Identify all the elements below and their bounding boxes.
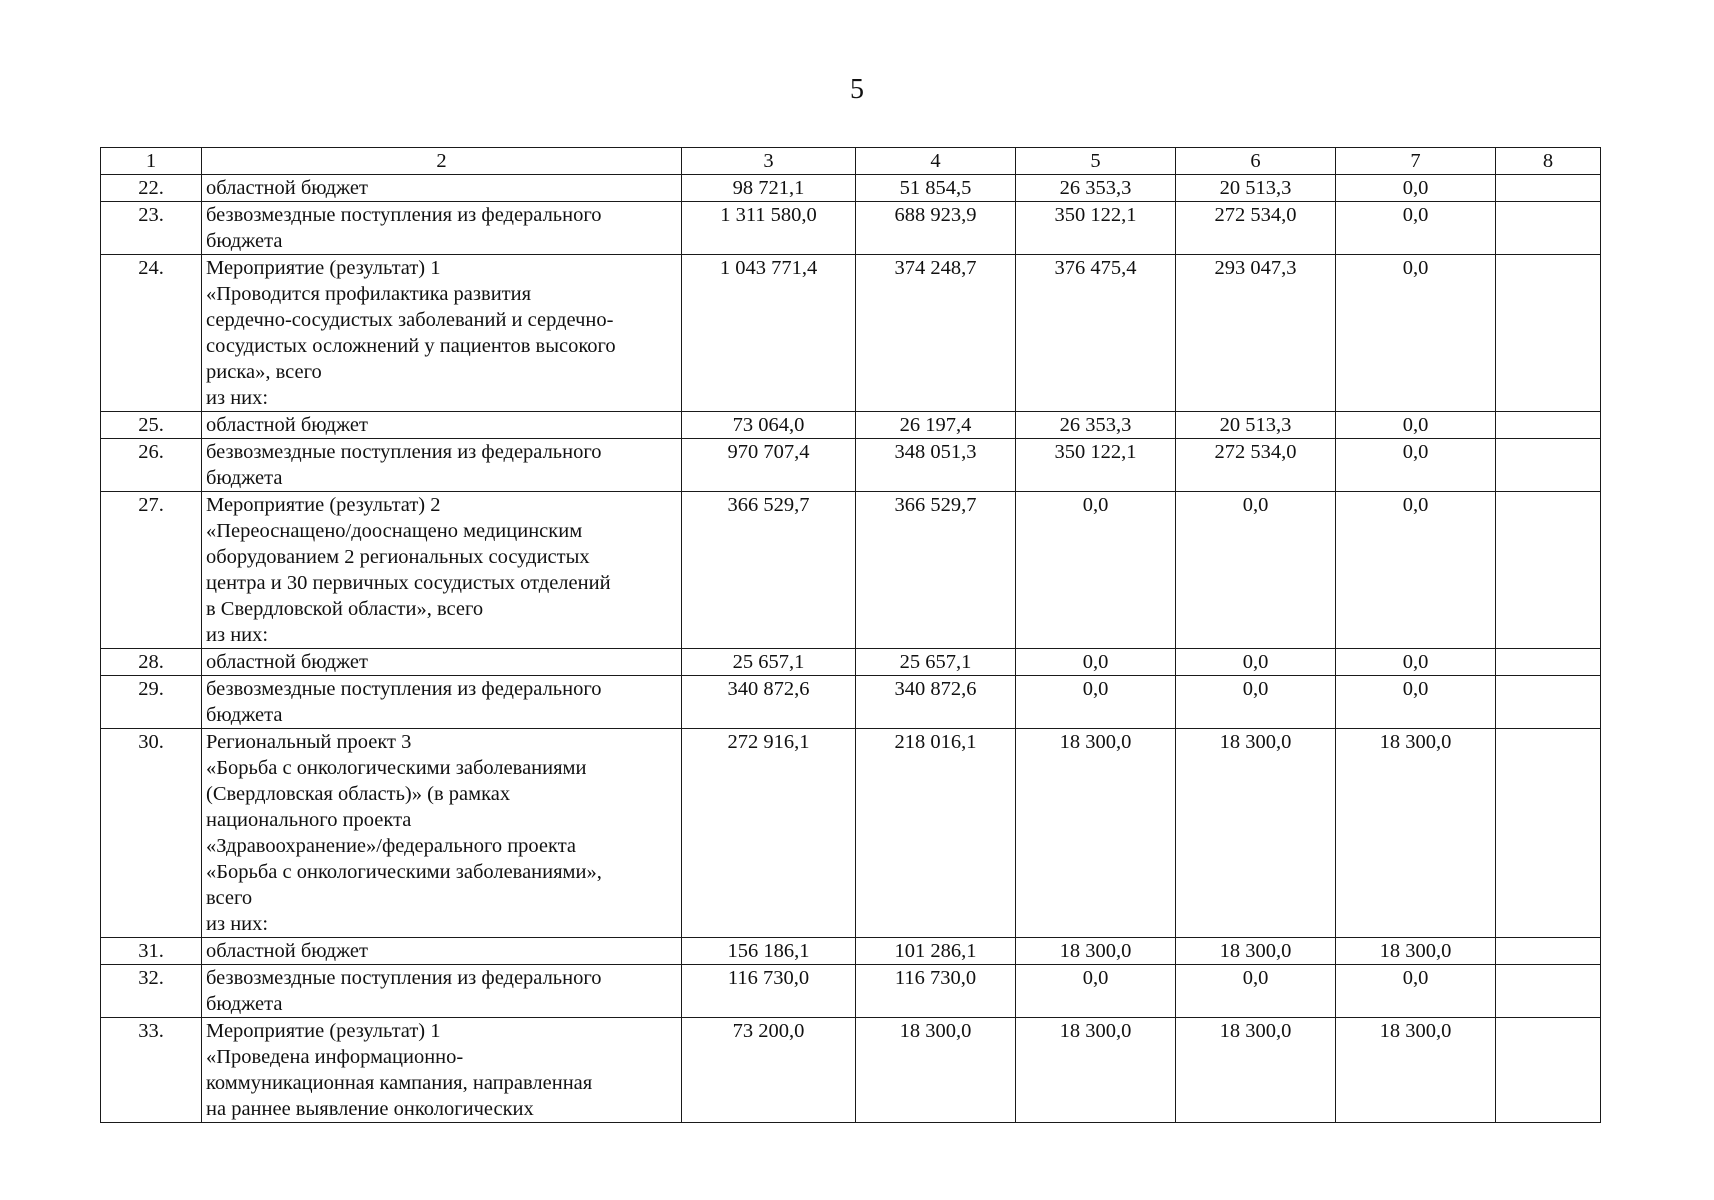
value-cell-c6: 18 300,0 (1176, 729, 1336, 938)
value-cell-c7: 0,0 (1336, 255, 1496, 412)
row-number: 33. (101, 1018, 202, 1123)
value-cell-c8 (1496, 729, 1601, 938)
value-cell-c4: 18 300,0 (856, 1018, 1016, 1123)
value-cell-c4: 366 529,7 (856, 492, 1016, 649)
value-cell-c7: 0,0 (1336, 439, 1496, 492)
table-row (101, 729, 1601, 938)
value-cell-c4: 51 854,5 (856, 175, 1016, 202)
row-number: 22. (101, 175, 202, 202)
value-cell-c4: 218 016,1 (856, 729, 1016, 938)
table-row (101, 412, 1601, 439)
table-row (101, 1018, 1601, 1123)
value-cell-c8 (1496, 202, 1601, 255)
row-description: безвозмездные поступления из федерального бюджета (202, 439, 682, 492)
column-header-6: 6 (1176, 148, 1336, 175)
row-number: 25. (101, 412, 202, 439)
value-cell-c3: 1 043 771,4 (682, 255, 856, 412)
table-row (101, 255, 1601, 412)
value-cell-c6: 293 047,3 (1176, 255, 1336, 412)
column-header-4: 4 (856, 148, 1016, 175)
column-header-1: 1 (101, 148, 202, 175)
row-number: 26. (101, 439, 202, 492)
value-cell-c6: 18 300,0 (1176, 1018, 1336, 1123)
value-cell-c7: 0,0 (1336, 676, 1496, 729)
table-row (101, 439, 1601, 492)
value-cell-c3: 98 721,1 (682, 175, 856, 202)
value-cell-c4: 348 051,3 (856, 439, 1016, 492)
value-cell-c5: 0,0 (1016, 649, 1176, 676)
row-description: областной бюджет (202, 175, 682, 202)
column-header-7: 7 (1336, 148, 1496, 175)
row-description: безвозмездные поступления из федерального бюджета (202, 965, 682, 1018)
row-description: областной бюджет (202, 649, 682, 676)
column-header-8: 8 (1496, 148, 1601, 175)
value-cell-c6: 272 534,0 (1176, 202, 1336, 255)
row-number: 29. (101, 676, 202, 729)
value-cell-c3: 1 311 580,0 (682, 202, 856, 255)
row-number: 27. (101, 492, 202, 649)
table-body (101, 175, 1601, 1123)
value-cell-c4: 25 657,1 (856, 649, 1016, 676)
value-cell-c4: 340 872,6 (856, 676, 1016, 729)
value-cell-c3: 25 657,1 (682, 649, 856, 676)
column-header-2: 2 (202, 148, 682, 175)
value-cell-c8 (1496, 439, 1601, 492)
value-cell-c3: 366 529,7 (682, 492, 856, 649)
row-description: областной бюджет (202, 412, 682, 439)
row-description: Мероприятие (результат) 2 «Переоснащено/дооснащено медицинским оборудованием 2 региональных сосудистых центра и 30 первичных сосудистых отделений в Свердловской области», всего из них: (202, 492, 682, 649)
column-header-5: 5 (1016, 148, 1176, 175)
table-row (101, 965, 1601, 1018)
value-cell-c7: 0,0 (1336, 965, 1496, 1018)
value-cell-c6: 0,0 (1176, 676, 1336, 729)
value-cell-c5: 18 300,0 (1016, 729, 1176, 938)
row-description: Мероприятие (результат) 1 «Проведена информационно- коммуникационная кампания, направленная на раннее выявление онкологических (202, 1018, 682, 1123)
row-number: 31. (101, 938, 202, 965)
value-cell-c8 (1496, 255, 1601, 412)
value-cell-c6: 18 300,0 (1176, 938, 1336, 965)
row-number: 28. (101, 649, 202, 676)
value-cell-c8 (1496, 676, 1601, 729)
value-cell-c3: 156 186,1 (682, 938, 856, 965)
value-cell-c7: 0,0 (1336, 412, 1496, 439)
value-cell-c7: 0,0 (1336, 202, 1496, 255)
value-cell-c5: 376 475,4 (1016, 255, 1176, 412)
value-cell-c7: 0,0 (1336, 649, 1496, 676)
value-cell-c4: 688 923,9 (856, 202, 1016, 255)
value-cell-c5: 18 300,0 (1016, 1018, 1176, 1123)
value-cell-c3: 73 064,0 (682, 412, 856, 439)
value-cell-c4: 116 730,0 (856, 965, 1016, 1018)
table-row (101, 492, 1601, 649)
value-cell-c8 (1496, 175, 1601, 202)
column-header-3: 3 (682, 148, 856, 175)
value-cell-c3: 272 916,1 (682, 729, 856, 938)
value-cell-c5: 350 122,1 (1016, 439, 1176, 492)
value-cell-c5: 26 353,3 (1016, 175, 1176, 202)
row-number: 24. (101, 255, 202, 412)
value-cell-c7: 0,0 (1336, 175, 1496, 202)
row-description: Мероприятие (результат) 1 «Проводится профилактика развития сердечно-сосудистых заболеваний и сердечно- сосудистых осложнений у пациентов высокого риска», всего из них: (202, 255, 682, 412)
row-description: Региональный проект 3 «Борьба с онкологическими заболеваниями (Свердловская область)» (в рамках национального проекта «Здравоохранение»/федерального проекта «Борьба с онкологическими заболеваниями», всего из них: (202, 729, 682, 938)
value-cell-c4: 374 248,7 (856, 255, 1016, 412)
value-cell-c7: 18 300,0 (1336, 938, 1496, 965)
row-number: 23. (101, 202, 202, 255)
value-cell-c7: 18 300,0 (1336, 729, 1496, 938)
value-cell-c3: 73 200,0 (682, 1018, 856, 1123)
row-number: 30. (101, 729, 202, 938)
value-cell-c8 (1496, 965, 1601, 1018)
value-cell-c3: 970 707,4 (682, 439, 856, 492)
value-cell-c6: 0,0 (1176, 492, 1336, 649)
value-cell-c8 (1496, 938, 1601, 965)
value-cell-c6: 20 513,3 (1176, 175, 1336, 202)
value-cell-c3: 340 872,6 (682, 676, 856, 729)
table-row (101, 202, 1601, 255)
value-cell-c6: 0,0 (1176, 649, 1336, 676)
budget-table (100, 147, 1601, 1123)
value-cell-c8 (1496, 1018, 1601, 1123)
value-cell-c6: 0,0 (1176, 965, 1336, 1018)
value-cell-c5: 350 122,1 (1016, 202, 1176, 255)
value-cell-c6: 272 534,0 (1176, 439, 1336, 492)
value-cell-c3: 116 730,0 (682, 965, 856, 1018)
value-cell-c7: 18 300,0 (1336, 1018, 1496, 1123)
value-cell-c8 (1496, 412, 1601, 439)
value-cell-c4: 101 286,1 (856, 938, 1016, 965)
value-cell-c5: 18 300,0 (1016, 938, 1176, 965)
row-description: областной бюджет (202, 938, 682, 965)
value-cell-c5: 0,0 (1016, 492, 1176, 649)
table-row (101, 676, 1601, 729)
value-cell-c5: 0,0 (1016, 676, 1176, 729)
value-cell-c5: 0,0 (1016, 965, 1176, 1018)
value-cell-c4: 26 197,4 (856, 412, 1016, 439)
page-number: 5 (850, 74, 864, 105)
header-row (101, 148, 1601, 175)
value-cell-c8 (1496, 492, 1601, 649)
value-cell-c5: 26 353,3 (1016, 412, 1176, 439)
table-row (101, 175, 1601, 202)
value-cell-c6: 20 513,3 (1176, 412, 1336, 439)
value-cell-c8 (1496, 649, 1601, 676)
value-cell-c7: 0,0 (1336, 492, 1496, 649)
row-number: 32. (101, 965, 202, 1018)
row-description: безвозмездные поступления из федерального бюджета (202, 202, 682, 255)
row-description: безвозмездные поступления из федерального бюджета (202, 676, 682, 729)
table-row (101, 649, 1601, 676)
table-row (101, 938, 1601, 965)
